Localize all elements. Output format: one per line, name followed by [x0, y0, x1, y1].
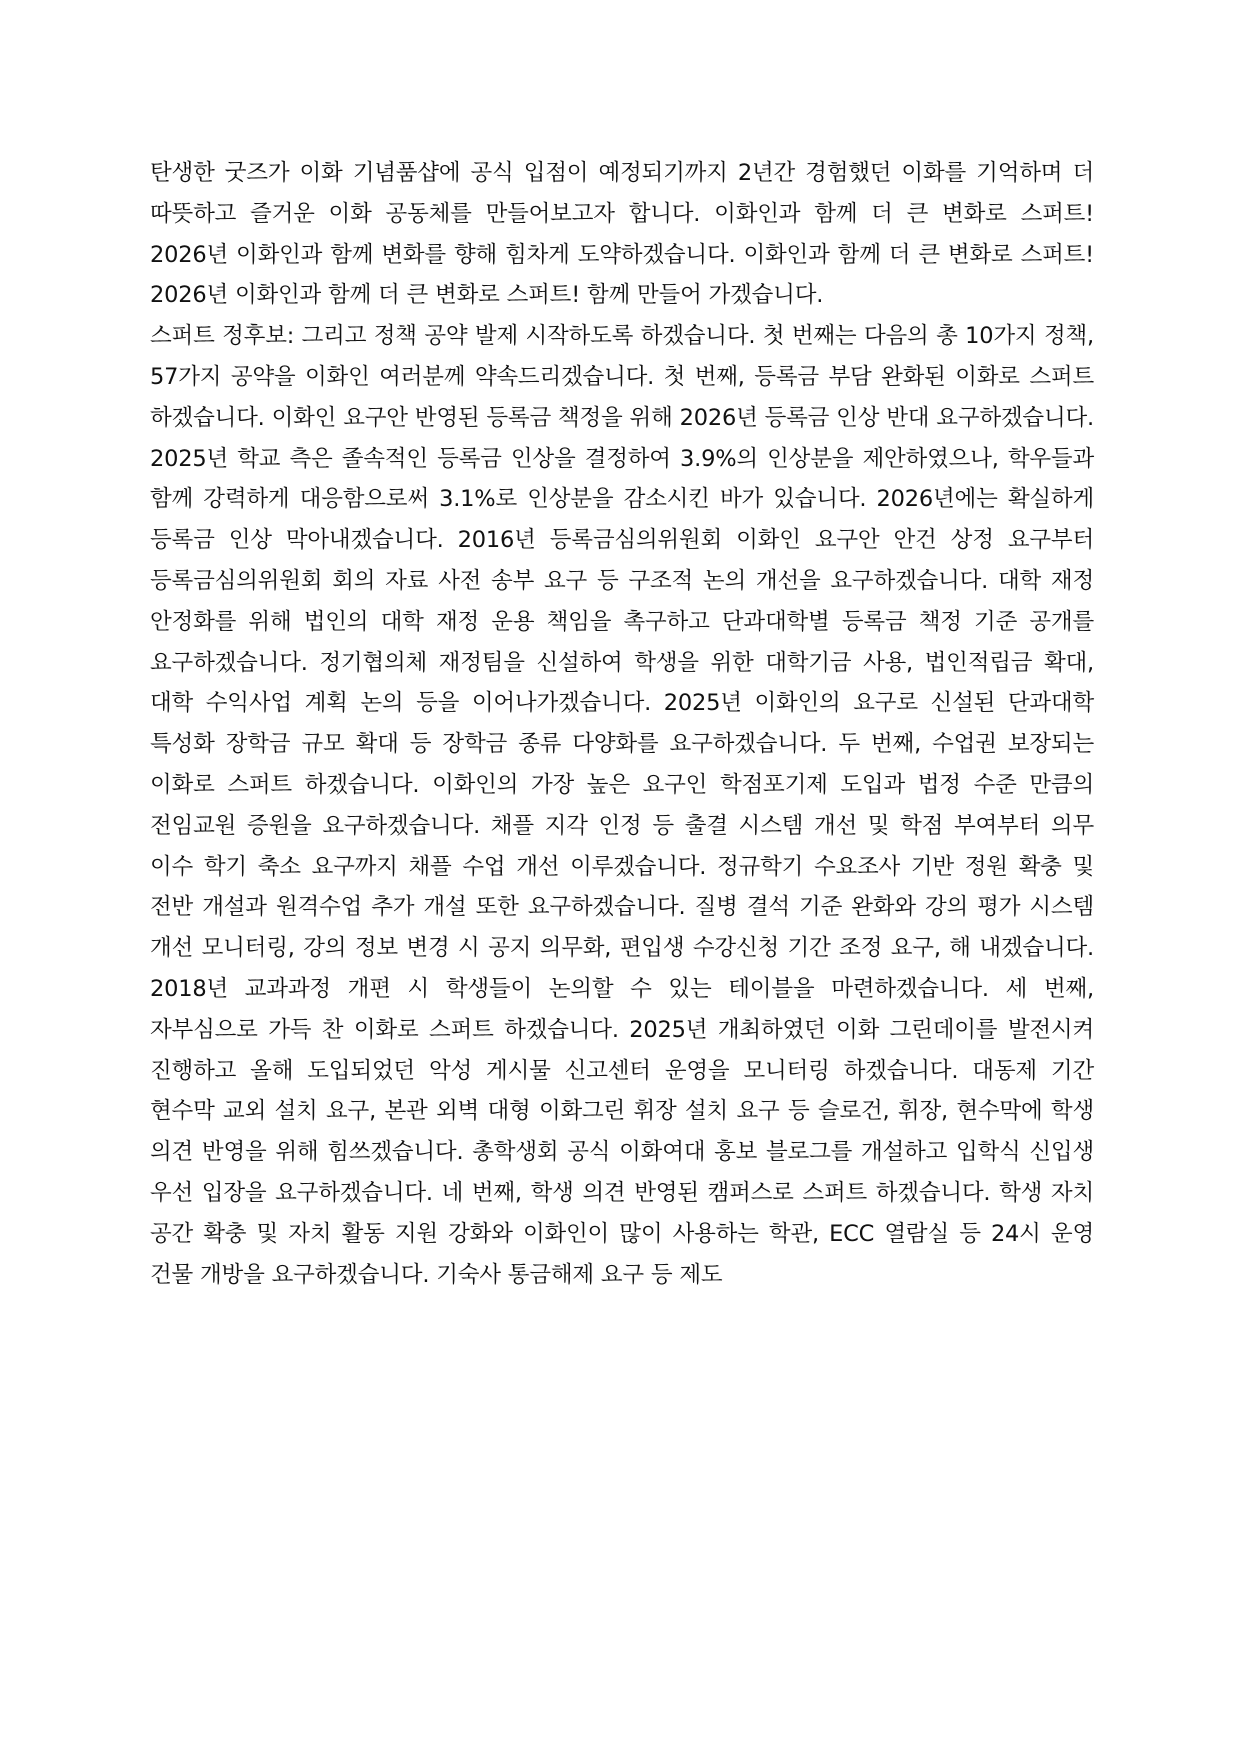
document-body [150, 153, 1094, 1295]
paragraph-policy-presentation: 스퍼트 정후보: 그리고 정책 공약 발제 시작하도록 하겠습니다. 첫 번째는 다음의 총 10가지 정책, 57가지 공약을 이화인 여러분께 약속드리겠습니다. 첫 번째, 등록금 부담 완화된 이화로 스퍼트 하겠습니다. 이화인 요구안 반영된 등록금 책정을 위해 2026년 등록금 인상 반대 요구하겠습니다. 2025년 학교 측은 졸속적인 등록금 인상을 결정하여 3.9%의 인상분을 제안하였으나, 학우들과 함께 강력하게 대응함으로써 3.1%로 인상분을 감소시킨 바가 있습니다. 2026년에는 확실하게 등록금 인상 막아내겠습니다. 2016년 등록금심의위원회 이화인 요구안 안건 상정 요구부터 등록금심의위원회 회의 자료 사전 송부 요구 등 구조적 논의 개선을 요구하겠습니다. 대학 재정 안정화를 위해 법인의 대학 재정 운용 책임을 촉구하고 단과대학별 등록금 책정 기준 공개를 요구하겠습니다. 정기협의체 재정팀을 신설하여 학생을 위한 대학기금 사용, 법인적립금 확대, 대학 수익사업 계획 논의 등을 이어나가겠습니다. 2025년 이화인의 요구로 신설된 단과대학 특성화 장학금 규모 확대 등 장학금 종류 다양화를 요구하겠습니다. 두 번째, 수업권 보장되는 이화로 스퍼트 하겠습니다. 이화인의 가장 높은 요구인 학점포기제 도입과 법정 수준 만큼의 전임교원 증원을 요구하겠습니다. 채플 지각 인정 등 출결 시스템 개선 및 학점 부여부터 의무 이수 학기 축소 요구까지 채플 수업 개선 이루겠습니다. 정규학기 수요조사 기반 정원 확충 및 전반 개설과 원격수업 추가 개설 또한 요구하겠습니다. 질병 결석 기준 완화와 강의 평가 시스템 개선 모니터링, 강의 정보 변경 시 공지 의무화, 편입생 수강신청 기간 조정 요구, 해 내겠습니다. 2018년 교과과정 개편 시 학생들이 논의할 수 있는 테이블을 마련하겠습니다. 세 번째, 자부심으로 가득 찬 이화로 스퍼트 하겠습니다. 2025년 개최하였던 이화 그린데이를 발전시켜 진행하고 올해 도입되었던 악성 게시물 신고센터 운영을 모니터링 하겠습니다. 대동제 기간 현수막 교외 설치 요구, 본관 외벽 대형 이화그린 휘장 설치 요구 등 슬로건, 휘장, 현수막에 학생 의견 반영을 위해 힘쓰겠습니다. 총학생회 공식 이화여대 홍보 블로그를 개설하고 입학식 신입생 우선 입장을 요구하겠습니다. 네 번째, 학생 의견 반영된 캠퍼스로 스퍼트 하겠습니다. 학생 자치 공간 확충 및 자치 활동 지원 강화와 이화인이 많이 사용하는 학관, ECC 열람실 등 24시 운영 건물 개방을 요구하겠습니다. 기숙사 통금해제 요구 등 제도 [150, 323, 1094, 1288]
paragraph-intro: 탄생한 굿즈가 이화 기념품샵에 공식 입점이 예정되기까지 2년간 경험했던 이화를 기억하며 더 따뜻하고 즐거운 이화 공동체를 만들어보고자 합니다. 이화인과 함께 더 큰 변화로 스퍼트! 2026년 이화인과 함께 변화를 향해 힘차게 도약하겠습니다. 이화인과 함께 더 큰 변화로 스퍼트! 2026년 이화인과 함께 더 큰 변화로 스퍼트! 함께 만들어 가겠습니다. [150, 160, 1094, 309]
